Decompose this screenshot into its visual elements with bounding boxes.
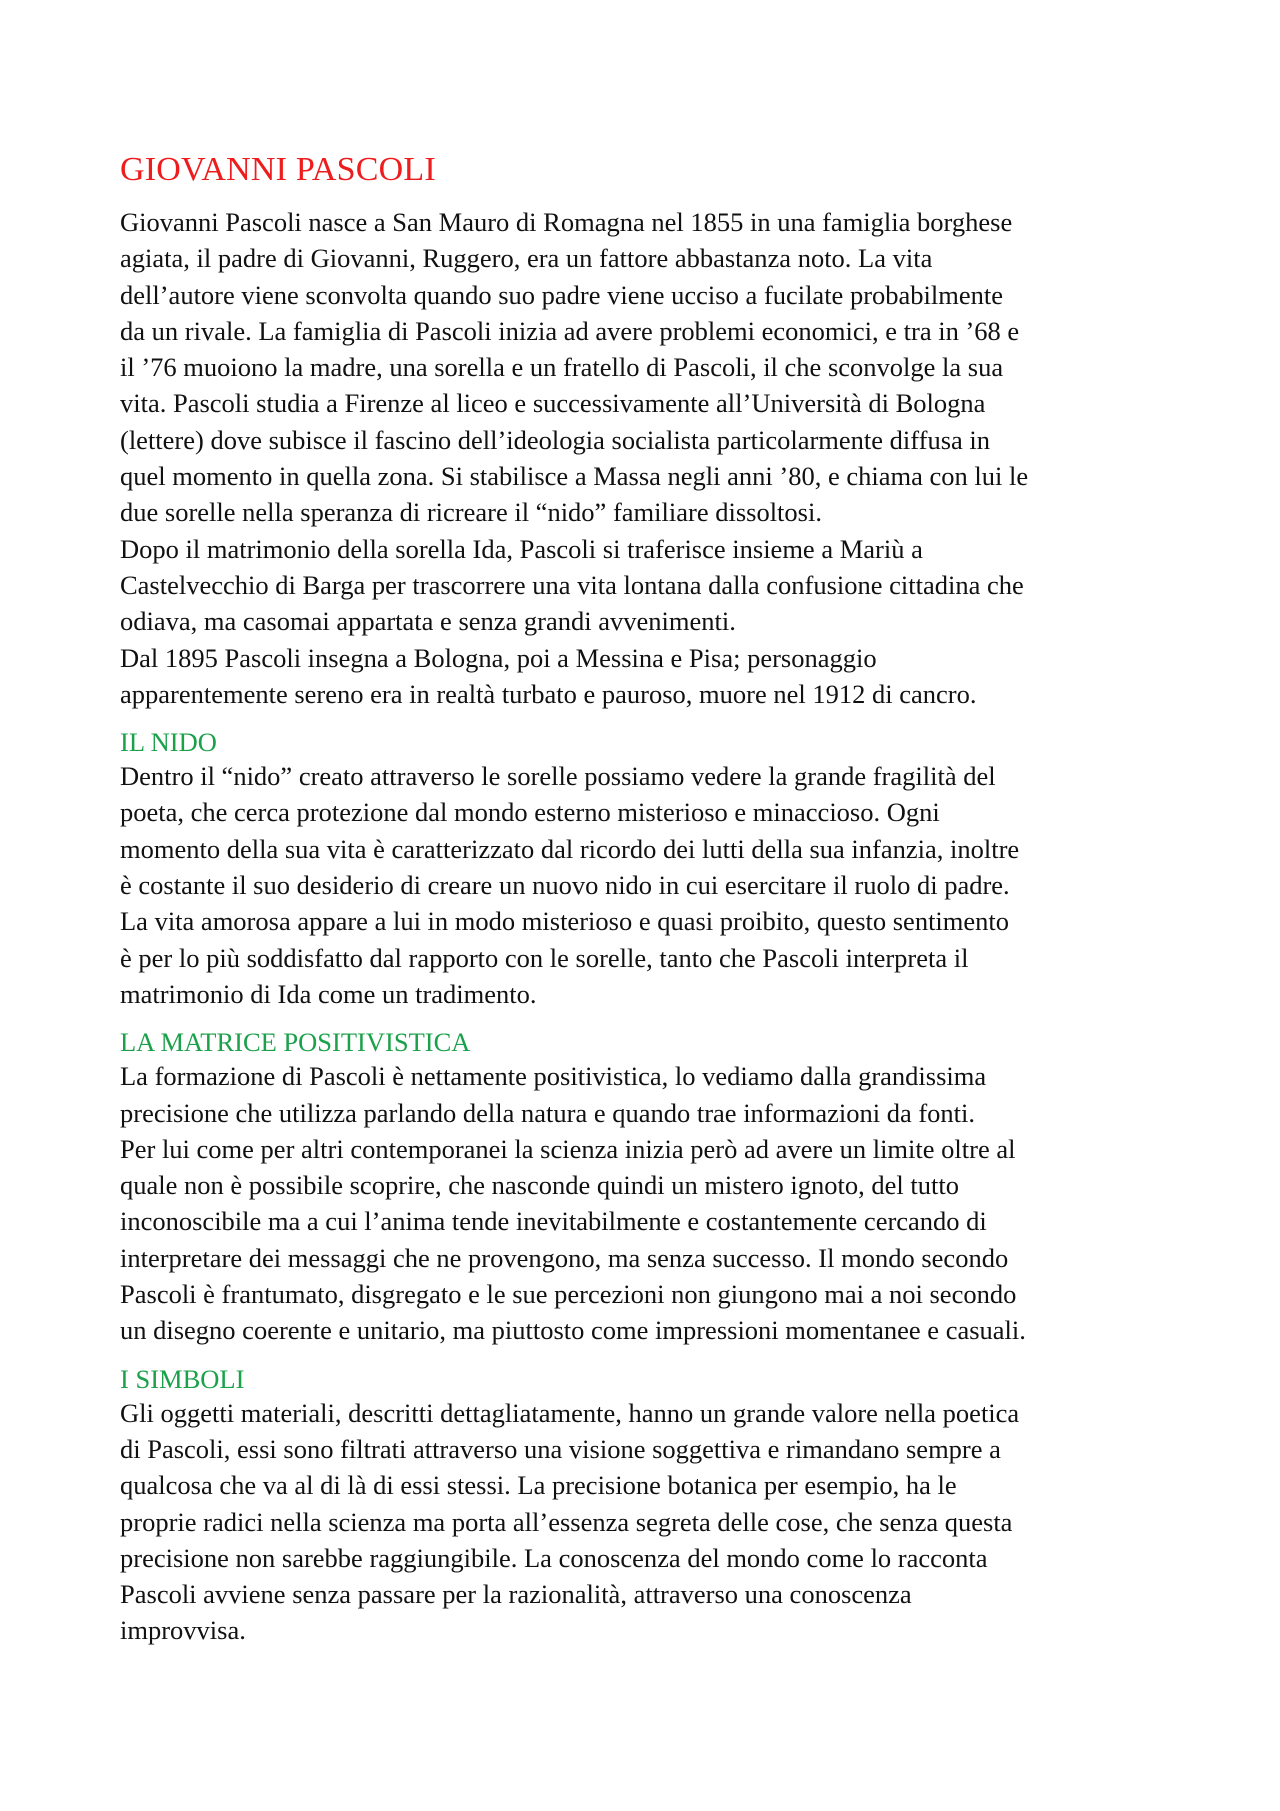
- section-heading: LA MATRICE POSITIVISTICA: [120, 1027, 471, 1058]
- document-page: [120, 150, 1165, 1649]
- intro-block: [120, 204, 1165, 712]
- section-il-nido: [120, 726, 1165, 1012]
- section-paragraph: Gli oggetti materiali, descritti dettagliatamente, hanno un grande valore nella poetica di Pascoli, essi sono filtrati attraverso una visione soggettiva e rimandano sempre a qualcosa che va al di là di essi stessi. La precisione botanica per esempio, ha le proprie radici nella scienza ma porta all’essenza segreta delle cose, che senza questa precisione non sarebbe raggiungibile. La conoscenza del mondo come lo racconta Pascoli avviene senza passare per la razionalità, attraverso una conoscenza improvvisa.: [120, 1397, 1020, 1646]
- section-paragraph: La formazione di Pascoli è nettamente positivistica, lo vediamo dalla grandissima precisione che utilizza parlando della natura e quando trae informazioni da fonti.: [120, 1061, 987, 1128]
- intro-paragraph: Dopo il matrimonio della sorella Ida, Pascoli si traferisce insieme a Mariù a Castelvecchio di Barga per trascorrere una vita lontana dalla confusione cittadina che odiava, ma casomai appartata e senza grandi avvenimenti.: [120, 533, 1024, 637]
- section-paragraph: Per lui come per altri contemporanei la scienza inizia però ad avere un limite oltre al quale non è possibile scoprire, che nasconde quindi un mistero ignoto, del tutto inconoscibile ma a cui l’anima tende inevitabilmente e costantemente cercando di interpretare dei messaggi che ne provengono, ma senza successo. Il mondo secondo Pascoli è frantumato, disgregato e le sue percezioni non giungono mai a noi secondo un disegno coerente e unitario, ma piuttosto come impressioni momentanee e casuali.: [120, 1133, 1026, 1346]
- section-paragraph: Dentro il “nido” creato attraverso le sorelle possiamo vedere la grande fragilità del poeta, che cerca protezione dal mondo esterno misterioso e minaccioso. Ogni momento della sua vita è caratterizzato dal ricordo dei lutti della sua infanzia, inoltre è costante il suo desiderio di creare un nuovo nido in cui esercitare il ruolo di padre. La vita amorosa appare a lui in modo misterioso e quasi proibito, questo sentimento è per lo più soddisfatto dal rapporto con le sorelle, tanto che Pascoli interpreta il matrimonio di Ida come un tradimento.: [120, 761, 1020, 1009]
- intro-paragraph: Giovanni Pascoli nasce a San Mauro di Romagna nel 1855 in una famiglia borghese agiata, il padre di Giovanni, Ruggero, era un fattore abbastanza noto. La vita dell’autore viene sconvolta quando suo padre viene ucciso a fucilate probabilmente da un rivale. La famiglia di Pascoli inizia ad avere problemi economici, e tra in ’68 e il ’76 muoiono la madre, una sorella e un fratello di Pascoli, il che sconvolge la sua vita. Pascoli studia a Firenze al liceo e successivamente all’Università di Bologna (lettere) dove subisce il fascino dell’ideologia socialista particolarmente diffusa in quel momento in quella zona. Si stabilisce a Massa negli anni ’80, e chiama con lui le due sorelle nella speranza di ricreare il “nido” familiare dissoltosi.: [120, 207, 1029, 528]
- intro-paragraph: Dal 1895 Pascoli insegna a Bologna, poi a Messina e Pisa; personaggio apparentemente sereno era in realtà turbato e pauroso, muore nel 1912 di cancro.: [120, 642, 977, 709]
- section-heading: I SIMBOLI: [120, 1363, 245, 1394]
- document-title: GIOVANNI PASCOLI: [120, 151, 436, 188]
- section-i-simboli: [120, 1363, 1165, 1649]
- section-heading: IL NIDO: [120, 727, 217, 758]
- section-matrice-positivistica: [120, 1026, 1165, 1348]
